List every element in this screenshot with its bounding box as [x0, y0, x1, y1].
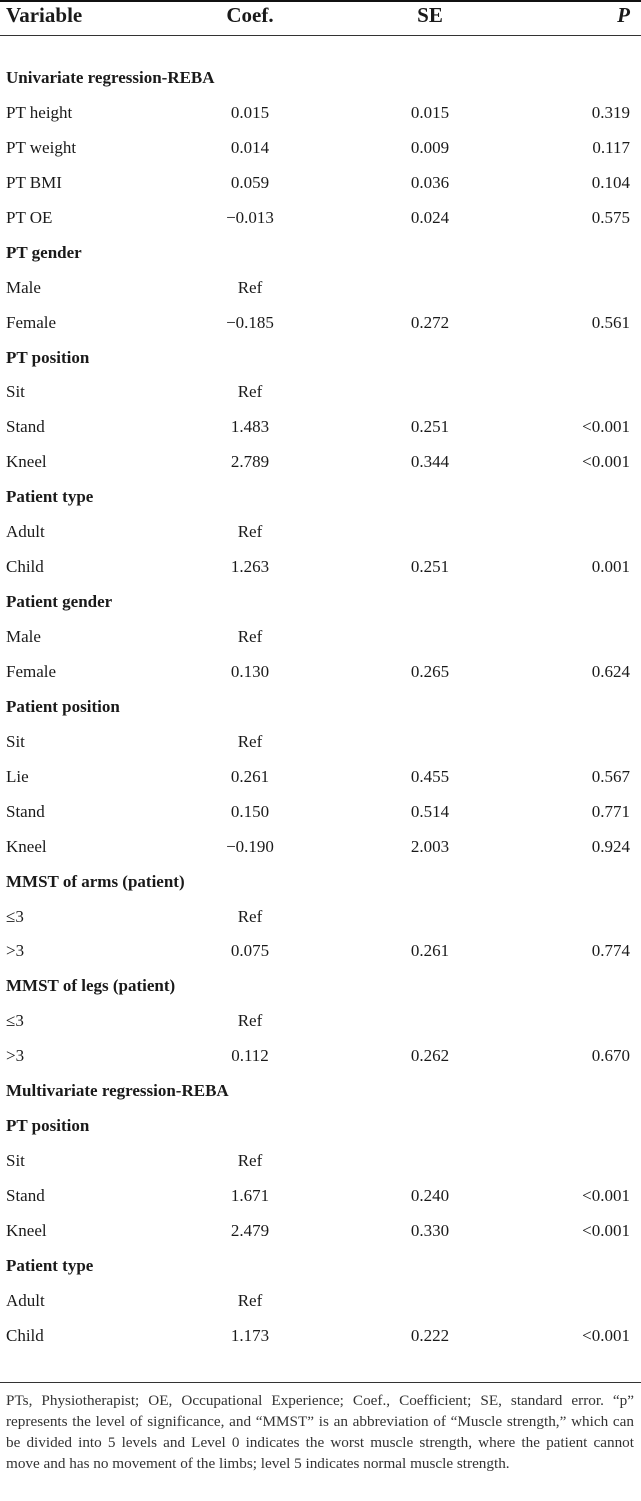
cell-se: 0.024 — [410, 207, 450, 227]
cell-variable: PT gender — [6, 242, 82, 262]
cell-coef: 2.479 — [230, 1220, 270, 1240]
cell-p: <0.001 — [582, 1325, 630, 1345]
cell-variable: PT OE — [6, 207, 53, 227]
table-bottom-rule — [0, 1382, 641, 1383]
cell-variable: Female — [6, 661, 57, 681]
cell-se: 0.240 — [410, 1186, 450, 1205]
cell-se: 0.015 — [410, 102, 450, 122]
cell-variable: Sit — [6, 382, 25, 402]
table-row — [0, 1039, 641, 1074]
cell-se: 0.009 — [410, 137, 450, 157]
cell-coef: Ref — [237, 1290, 263, 1310]
cell-variable: Kneel — [6, 1220, 47, 1240]
table-row — [0, 620, 641, 655]
cell-p: 0.567 — [591, 766, 630, 786]
cell-variable: >3 — [6, 941, 25, 961]
section-header-row — [0, 969, 641, 1004]
cell-variable: Lie — [6, 766, 29, 786]
cell-variable: Sit — [6, 731, 25, 751]
cell-variable: Patient type — [6, 487, 94, 507]
cell-coef: −0.190 — [226, 836, 274, 856]
table-row — [0, 725, 641, 760]
section-header-row — [0, 1074, 641, 1109]
cell-variable: Kneel — [6, 452, 47, 472]
cell-p: <0.001 — [582, 1186, 630, 1205]
table-row — [0, 445, 641, 480]
cell-p: <0.001 — [582, 452, 630, 472]
section-header-row — [0, 690, 641, 725]
cell-variable: MMST of legs (patient) — [6, 976, 176, 996]
table-row — [0, 1214, 641, 1249]
cell-p: 0.104 — [591, 172, 630, 192]
table-header — [0, 0, 641, 34]
cell-coef: 0.130 — [230, 661, 270, 681]
table-row — [0, 375, 641, 410]
cell-p: 0.774 — [591, 941, 630, 961]
cell-se: 0.036 — [410, 172, 450, 192]
cell-coef: 2.789 — [230, 452, 270, 472]
cell-coef: 0.015 — [230, 102, 270, 122]
table-row — [0, 1179, 641, 1214]
cell-coef: 0.150 — [230, 801, 270, 821]
cell-coef: 1.483 — [230, 417, 270, 437]
table-row — [0, 795, 641, 830]
cell-variable: Patient position — [6, 696, 120, 716]
cell-se: 0.262 — [410, 1046, 450, 1066]
table-row — [0, 166, 641, 201]
cell-p: 0.575 — [591, 207, 630, 227]
cell-p: 0.001 — [591, 557, 630, 577]
cell-variable: Multivariate regression-REBA — [6, 1081, 229, 1101]
cell-coef: 0.059 — [230, 172, 270, 192]
cell-p: 0.117 — [592, 137, 630, 157]
cell-variable: >3 — [6, 1046, 25, 1066]
cell-variable: Stand — [6, 417, 45, 437]
cell-coef: −0.185 — [226, 312, 274, 332]
cell-p: 0.319 — [591, 102, 630, 122]
cell-p: 0.561 — [591, 312, 630, 332]
section-header-row — [0, 1109, 641, 1144]
cell-coef: Ref — [237, 382, 263, 402]
table-body — [0, 61, 641, 1354]
cell-variable: Adult — [6, 522, 45, 542]
cell-coef: Ref — [237, 906, 263, 926]
table-header-rule — [0, 35, 641, 36]
cell-variable: ≤3 — [6, 1011, 24, 1031]
table-row — [0, 1319, 641, 1354]
table-row — [0, 306, 641, 341]
cell-coef: Ref — [237, 627, 263, 646]
cell-se: 2.003 — [410, 836, 450, 856]
cell-se: 0.265 — [410, 661, 450, 681]
cell-variable: MMST of arms (patient) — [6, 871, 185, 891]
section-header-row — [0, 61, 641, 96]
table-row — [0, 934, 641, 969]
cell-se: 0.455 — [410, 766, 450, 786]
cell-p: <0.001 — [582, 1220, 630, 1240]
cell-variable: PT weight — [6, 137, 77, 157]
cell-variable: Univariate regression-REBA — [6, 68, 215, 87]
cell-variable: PT position — [6, 1116, 90, 1136]
cell-coef: 1.671 — [230, 1186, 270, 1205]
cell-variable: Female — [6, 312, 57, 332]
cell-variable: Patient gender — [6, 592, 113, 612]
table-row — [0, 1144, 641, 1179]
cell-variable: Patient type — [6, 1255, 94, 1275]
cell-p: <0.001 — [582, 417, 630, 437]
table-row — [0, 1004, 641, 1039]
cell-variable: Stand — [6, 1186, 45, 1205]
cell-p: 0.624 — [591, 661, 630, 681]
cell-variable: Male — [6, 277, 41, 297]
cell-variable: PT height — [6, 102, 73, 122]
table-row — [0, 1284, 641, 1319]
table-row — [0, 760, 641, 795]
cell-variable: Stand — [6, 801, 45, 821]
header-coef: Coef. — [226, 3, 274, 27]
cell-variable: Kneel — [6, 836, 47, 856]
cell-coef: 0.075 — [230, 941, 270, 961]
table-row — [0, 201, 641, 236]
cell-coef: Ref — [237, 522, 263, 542]
cell-coef: 1.173 — [230, 1325, 270, 1345]
cell-se: 0.344 — [410, 452, 450, 472]
cell-coef: 0.014 — [230, 137, 270, 157]
table-row — [0, 515, 641, 550]
cell-se: 0.261 — [410, 941, 450, 961]
cell-p: 0.924 — [591, 836, 630, 856]
cell-coef: 1.263 — [230, 557, 270, 577]
cell-se: 0.330 — [410, 1220, 450, 1240]
cell-variable: Child — [6, 1325, 44, 1345]
cell-coef: 0.261 — [230, 766, 270, 786]
cell-coef: Ref — [237, 1151, 263, 1171]
header-p: P — [617, 3, 630, 27]
cell-se: 0.272 — [410, 312, 450, 332]
cell-coef: Ref — [237, 277, 263, 297]
cell-se: 0.222 — [410, 1325, 450, 1345]
cell-p: 0.670 — [591, 1046, 630, 1066]
table-row — [0, 271, 641, 306]
section-header-row — [0, 236, 641, 271]
table-row — [0, 96, 641, 131]
cell-variable: PT BMI — [6, 172, 62, 192]
cell-coef: Ref — [237, 731, 263, 751]
section-header-row — [0, 585, 641, 620]
table-row — [0, 410, 641, 445]
table-row — [0, 830, 641, 865]
section-header-row — [0, 480, 641, 515]
cell-se: 0.514 — [410, 801, 450, 821]
table-row — [0, 550, 641, 585]
cell-p: 0.771 — [591, 801, 630, 821]
section-header-row — [0, 865, 641, 900]
cell-variable: Child — [6, 557, 44, 577]
cell-coef: 0.112 — [231, 1046, 269, 1066]
cell-variable: Adult — [6, 1290, 45, 1310]
cell-coef: Ref — [237, 1011, 263, 1031]
table-row — [0, 131, 641, 166]
cell-se: 0.251 — [410, 557, 450, 577]
table-footnote: PTs, Physiotherapist; OE, Occupational Experience; Coef., Coefficient; SE, standard error. “p” represents the level of significance, and “MMST” is an abbreviation of “Muscle strength,” which can be divided into 5 levels and Level 0 indicates the worst muscle strength, where the patient cannot move and has no movement of the limbs; level 5 indicates normal muscle strength. — [6, 1392, 634, 1472]
cell-variable: Male — [6, 627, 41, 646]
cell-variable: Sit — [6, 1151, 25, 1171]
cell-coef: −0.013 — [226, 207, 274, 227]
cell-se: 0.251 — [410, 417, 450, 437]
header-se: SE — [417, 3, 443, 27]
section-header-row — [0, 1249, 641, 1284]
table-row — [0, 900, 641, 935]
cell-variable: PT position — [6, 347, 90, 367]
table-row — [0, 655, 641, 690]
section-header-row — [0, 341, 641, 376]
header-variable: Variable — [6, 3, 83, 27]
cell-variable: ≤3 — [6, 906, 24, 926]
